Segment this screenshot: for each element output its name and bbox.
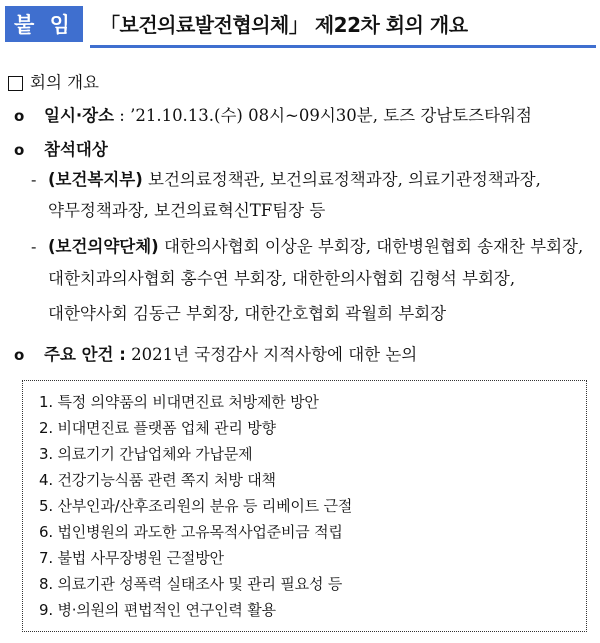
attendee-group-ministry — [48, 169, 541, 191]
datetime-line — [44, 105, 532, 127]
agenda-item: 4. 건강기능식품 관련 쪽지 처방 대책 — [39, 471, 276, 489]
agenda-item: 5. 산부인과/산후조리원의 분유 등 리베이트 근절 — [39, 497, 353, 515]
checkbox-square-icon — [8, 76, 23, 91]
document-title: 「보건의료발전협의체」 제22차 회의 개요 — [100, 13, 468, 37]
attendee-group-associations — [48, 236, 583, 258]
agenda-item: 6. 법인병원의 과도한 고유목적사업준비금 적립 — [39, 523, 343, 541]
attendees-label: 참석대상 — [44, 140, 108, 159]
bullet-o-icon: o — [14, 141, 25, 159]
title-underline — [90, 45, 596, 48]
bullet-o-icon: o — [14, 346, 25, 364]
attachment-badge: 붙 임 — [5, 6, 83, 42]
dash-icon: - — [31, 237, 37, 256]
ministry-line-2: 약무정책과장, 보건의료혁신TF팀장 등 — [48, 201, 326, 220]
org-label-associations: (보건의약단체) — [48, 237, 159, 256]
agenda-item: 9. 병·의원의 편법적인 연구인력 활용 — [39, 601, 276, 619]
associations-line-3: 대한약사회 김동근 부회장, 대한간호협회 곽월희 부회장 — [48, 304, 447, 323]
associations-line-1: 대한의사협회 이상운 부회장, 대한병원협회 송재찬 부회장, — [158, 237, 584, 256]
agenda-box — [22, 380, 587, 632]
bullet-o-icon: o — [14, 107, 25, 125]
datetime-value: : ’21.10.13.(수) 08시~09시30분, 토즈 강남토즈타워점 — [114, 106, 532, 125]
agenda-item: 8. 의료기관 성폭력 실태조사 및 관리 필요성 등 — [39, 575, 343, 593]
agenda-item: 2. 비대면진료 플랫폼 업체 관리 방향 — [39, 419, 276, 437]
datetime-label: 일시·장소 — [44, 106, 115, 125]
dash-icon: - — [31, 170, 37, 189]
agenda-item: 7. 불법 사무장병원 근절방안 — [39, 549, 224, 567]
agenda-value: 2021년 국정감사 지적사항에 대한 논의 — [125, 345, 418, 364]
ministry-line-1: 보건의료정책관, 보건의료정책과장, 의료기관정책과장, — [142, 170, 541, 189]
section-heading-overview: 회의 개요 — [30, 73, 100, 92]
agenda-item: 1. 특정 의약품의 비대면진료 처방제한 방안 — [39, 393, 319, 411]
agenda-line — [44, 344, 417, 366]
document-header — [0, 0, 600, 50]
associations-line-2: 대한치과의사협회 홍수연 부회장, 대한한의사협회 김형석 부회장, — [48, 269, 516, 288]
agenda-label: 주요 안건 : — [44, 345, 126, 364]
agenda-item: 3. 의료기기 간납업체와 가납문제 — [39, 445, 253, 463]
org-label-ministry: (보건복지부) — [48, 170, 143, 189]
